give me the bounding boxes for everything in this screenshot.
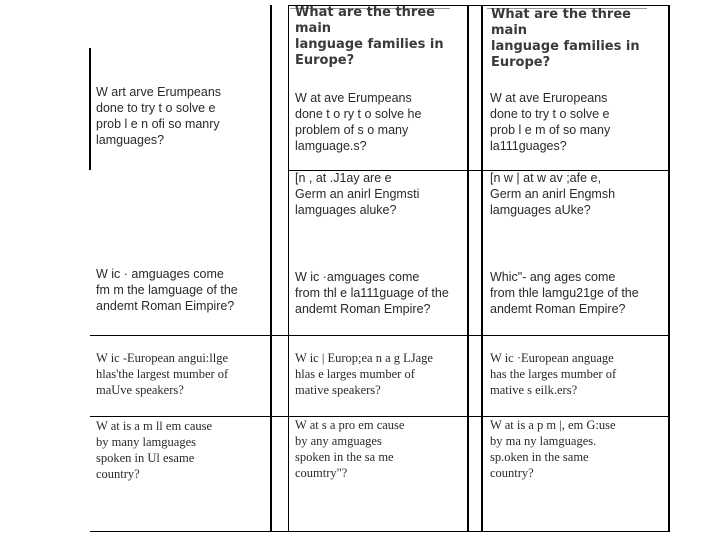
question-col2-row5: W at s a pro em cause by any amguages spoken in the sa me coumtry"? [295,418,405,480]
question-col1-row3: W ic · amguages come fm m the lamguage of the andemt Roman Eimpire? [96,267,238,313]
column-divider-2-left [288,5,289,532]
bottom-border-line [90,531,670,532]
row-divider-2 [90,335,670,336]
header-question-col3: What are the three main language families in Europe? [491,7,640,70]
question-col2-row2: [n , at .J1ay are e Germ an anirl Engmsti lamguages aluke? [295,171,420,217]
question-col1-row5: W at is a m ll em cause by many lamguages spoken in Ul esame country? [96,419,213,481]
question-col2-row4: W ic | Europ;ea n a g LJage hlas e larges mumber of mative speakers? [295,351,433,397]
question-col1-row1: W art arve Erumpeans done to try t o solve e prob l e n ofi so manry lamguages? [96,85,222,147]
question-col3-row4: W ic ·European anguage has the larges mumber of mative s eilk.ers? [490,351,617,397]
question-col2-row1: W at ave Erumpeans done t o ry t o solve he problem of s o many lamguage.s? [295,91,422,153]
question-col2-row3: W ic ·amguages come from thl e la111guage of the andemt Roman Empire? [295,270,449,316]
question-col3-row2: [n w | at w av ;afe e, Germ an anirl Engmsh lamguages aUke? [490,171,616,217]
right-border-line [668,5,670,532]
question-col3-row5: W at is a p m |, em G:use by ma ny lamguages. sp.oken in the same country? [490,418,616,480]
question-col3-row1: W at ave Eruropeans done to try t o solve e prob l e m of so many la111guages? [490,91,611,153]
header-question-col2: What are the three main language families in Europe? [295,5,444,68]
column-divider-1 [270,5,272,532]
column-divider-2 [467,5,469,532]
question-col3-row3: Whic"- ang ages come from thle lamgu21ge of the andemt Roman Empire? [490,270,639,316]
question-col1-row4: W ic -European angui:llge hlas'the largest mumber of maUve speakers? [96,351,229,397]
left-border-line [89,48,91,170]
column-divider-3-left [481,5,483,532]
